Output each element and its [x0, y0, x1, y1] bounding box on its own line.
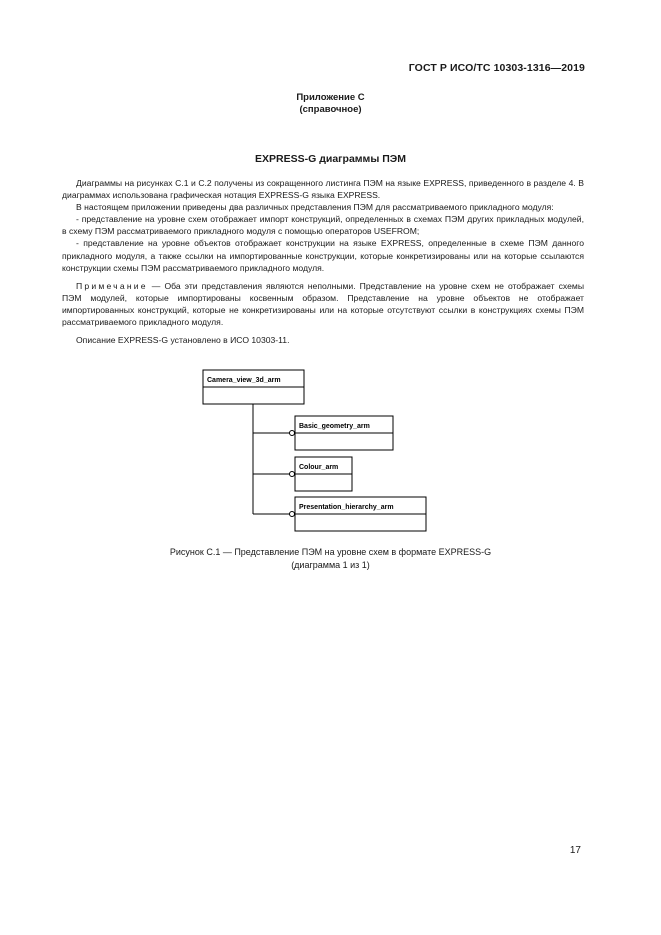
- schema-label-colour: Colour_arm: [299, 464, 339, 471]
- section-title: EXPRESS-G диаграммы ПЭМ: [255, 153, 406, 165]
- note-text: — Оба эти представления являются неполными. Представление на уровне схем не отображает схемы ПЭМ модулей, которые импортированы косвенным образом. Представление на уровне объектов не отображает импортированных конструкций, которые не конкретизированы или на которые отсутствуют ссылки в конструкциях схемы ПЭМ рассматриваемого прикладного модуля.: [62, 280, 584, 328]
- paragraph: В настоящем приложении приведены два различных представления ПЭМ для рассматриваемого прикладного модуля:: [76, 202, 554, 213]
- paragraph: Диаграммы на рисунках С.1 и С.2 получены из сокращенного листинга ПЭМ на языке EXPRESS, приведенного в разделе 4. В диаграммах использована графическая нотация EXPRESS-G языка EXPRESS.: [62, 178, 584, 201]
- schema-box-presentation-hierarchy: [295, 497, 426, 531]
- figure-caption: [0, 546, 661, 572]
- express-reference: Описание EXPRESS-G установлено в ИСО 10303-11.: [76, 335, 290, 346]
- paragraph: - представление на уровне схем отображает импорт конструкций, определенных в схемах ПЭМ других прикладных модулей, в схему ПЭМ рассматриваемого прикладного модуля с помощью операторов USEFROM;: [62, 214, 584, 237]
- caption-line: Рисунок С.1 — Представление ПЭМ на уровне схем в формате EXPRESS-G: [169, 547, 492, 557]
- schema-label-root: Camera_view_3d_arm: [207, 377, 281, 384]
- schema-box-root: [203, 370, 304, 404]
- paragraph: - представление на уровне объектов отображает конструкции на языке EXPRESS, определенные в схеме ПЭМ данного прикладного модуля, а также ссылки на импортированные конструкции, которые конкретизированы или на которые ссылаются конструкции схемы ПЭМ рассматриваемого прикладного модуля.: [62, 238, 584, 273]
- connector-end: [290, 472, 295, 477]
- note-label: Примечание: [76, 280, 148, 291]
- annex-type: (справочное): [299, 104, 362, 115]
- connector-end: [290, 512, 295, 517]
- caption-line: (диаграмма 1 из 1): [291, 560, 370, 570]
- schema-box-colour: [295, 457, 352, 491]
- schema-label-presentation-hierarchy: Presentation_hierarchy_arm: [299, 504, 394, 511]
- schema-box-basic-geometry: [295, 416, 393, 450]
- document-header: ГОСТ Р ИСО/ТС 10303-1316—2019: [408, 62, 585, 74]
- schema-label-basic-geometry: Basic_geometry_arm: [299, 423, 370, 430]
- annex-title: Приложение С: [296, 92, 365, 103]
- connector-end: [290, 431, 295, 436]
- page-number: 17: [569, 845, 581, 856]
